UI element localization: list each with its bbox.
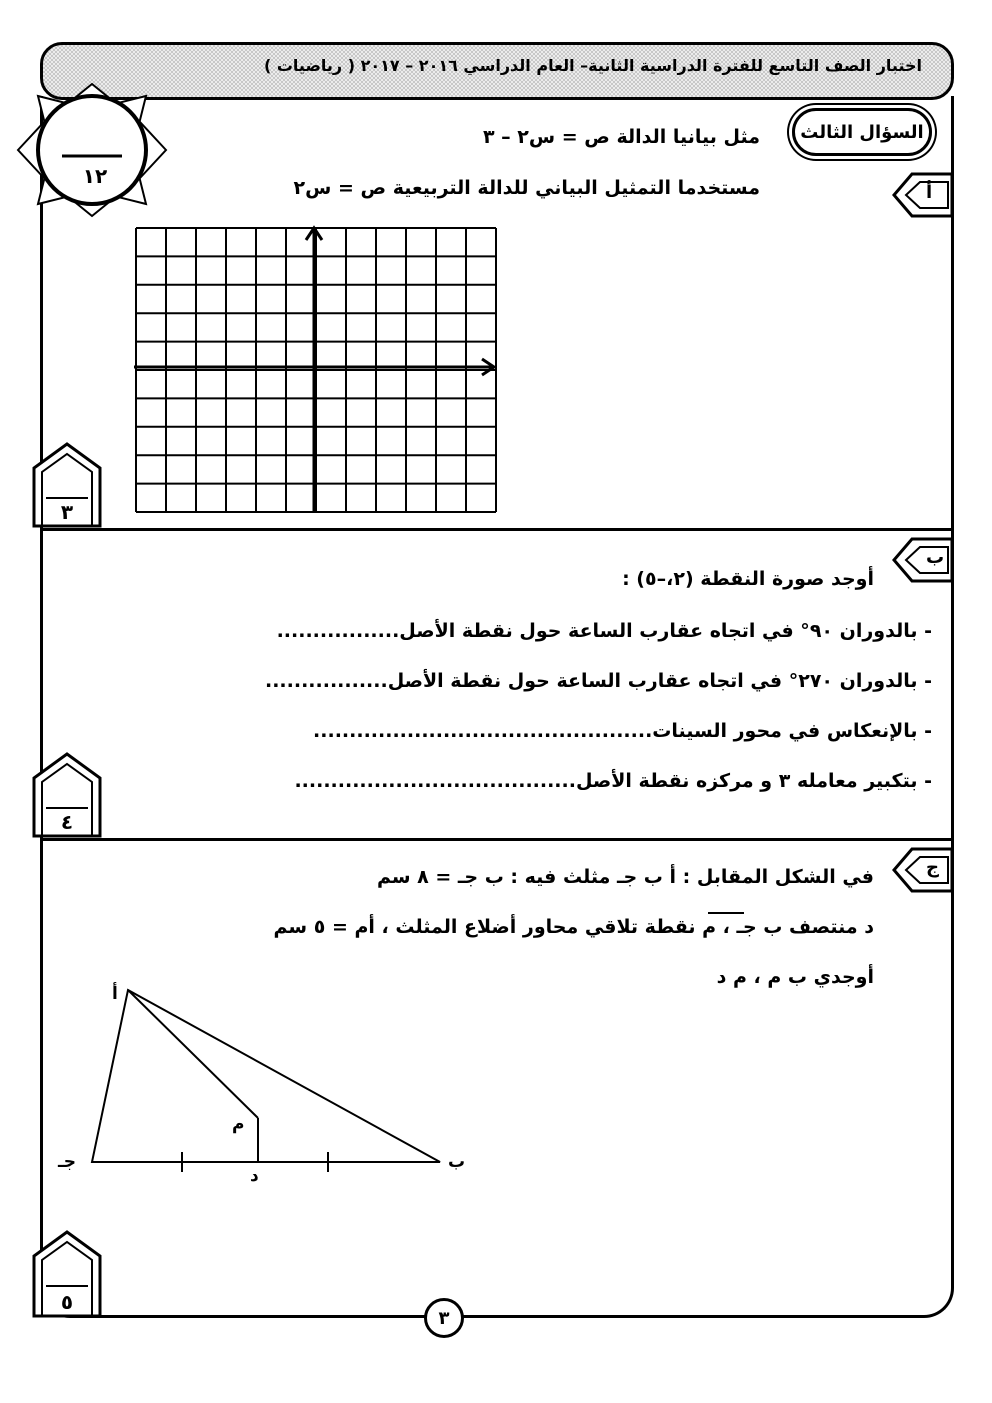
segment-overline [708, 912, 744, 914]
question-label-text: السؤال الثالث [800, 121, 924, 143]
point-d-label: د [250, 1166, 259, 1186]
page-number [424, 1298, 464, 1338]
part-b-item-2: - بالدوران ٢٧٠° في اتجاه عقارب الساعة حول نقطة الأصل................. [265, 670, 932, 692]
section-divider-ab [40, 528, 954, 531]
section-divider-bc [40, 838, 954, 841]
part-a-letter: أ [926, 182, 933, 203]
part-c-line2: د منتصف ب جـ ، م نقطة تلاقي محاور أضلاع المثلث ، أم = ٥ سم [273, 916, 874, 938]
part-b-tag [890, 535, 956, 585]
total-score-value: ١٢ [82, 164, 108, 188]
part-b-score: ٤ [60, 810, 74, 834]
part-c-tag [890, 845, 956, 895]
part-c-score: ٥ [60, 1290, 74, 1314]
exam-title: اختبار الصف التاسع للفترة الدراسية الثانية– العام الدراسي ٢٠١٦ – ٢٠١٧ ( رياضيات ) [263, 56, 922, 75]
page-number-text: ٣ [438, 1307, 450, 1329]
vertex-a-label: أ [112, 984, 118, 1004]
part-b-intro: أوجد صورة النقطة (٢،–٥) : [622, 568, 874, 590]
part-c-letter: ج [926, 857, 939, 878]
coordinate-grid[interactable] [130, 222, 502, 518]
vertex-b-label: ب [448, 1152, 466, 1172]
part-b-item-4: - بتكبير معامله ٣ و مركزه نقطة الأصل....................................... [294, 770, 932, 792]
part-c-line1: في الشكل المقابل : أ ب جـ مثلث فيه : ب جـ = ٨ سم [376, 866, 874, 888]
vertex-c-label: جـ [58, 1152, 77, 1172]
part-a-line1: مثل بيانيا الدالة ص = س٢ – ٣ [482, 126, 760, 148]
question-label [792, 108, 932, 156]
part-b-letter: ب [926, 547, 945, 568]
part-c-line3: أوجدي ب م ، م د [716, 966, 874, 988]
part-a-tag [890, 170, 956, 220]
part-a-score: ٣ [60, 500, 74, 524]
part-a-line2: مستخدما التمثيل البياني للدالة التربيعية ص = س٢ [293, 177, 760, 199]
point-m-label: م [232, 1114, 245, 1134]
total-score-badge [16, 82, 168, 218]
part-b-item-3: - بالإنعكاس في محور السينات............................................... [313, 720, 932, 742]
triangle-figure [50, 980, 490, 1190]
part-b-item-1: - بالدوران ٩٠° في اتجاه عقارب الساعة حول نقطة الأصل................. [276, 620, 932, 642]
